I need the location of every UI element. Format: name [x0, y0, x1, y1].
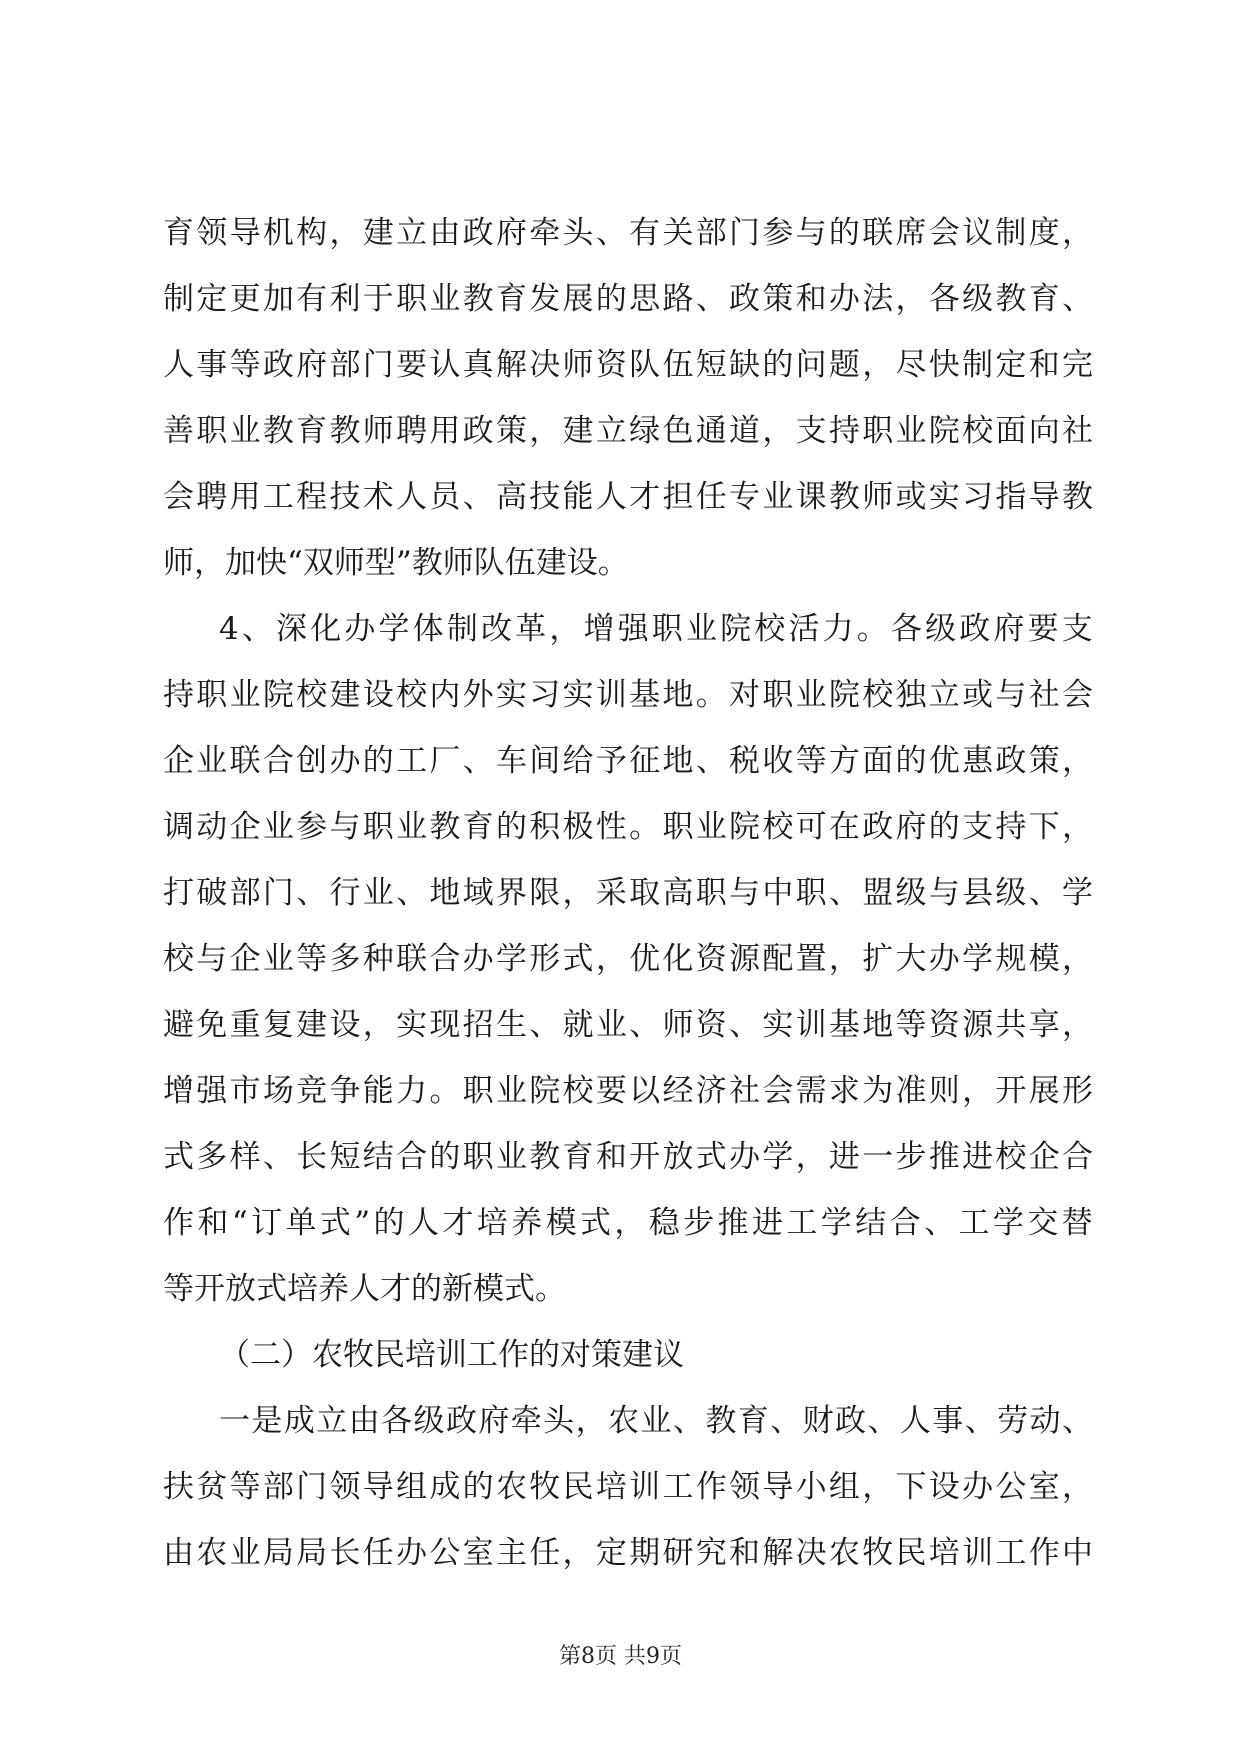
- text-line-9: 企业联合创办的工厂、车间给予征地、税收等方面的优惠政策，: [163, 743, 1096, 779]
- paragraph-4-heading-line: 4、深化办学体制改革，增强职业院校活力。各级政府要支: [219, 611, 1096, 647]
- text-line-12: 校与企业等多种联合办学形式，优化资源配置，扩大办学规模，: [163, 941, 1096, 977]
- text-line-20: 扶贫等部门领导组成的农牧民培训工作领导小组，下设办公室，: [163, 1469, 1096, 1505]
- text-line-15: 式多样、长短结合的职业教育和开放式办学，进一步推进校企合: [163, 1139, 1096, 1175]
- text-line-14: 增强市场竞争能力。职业院校要以经济社会需求为准则，开展形: [163, 1073, 1096, 1109]
- text-line-16: 作和“订单式”的人才培养模式，稳步推进工学结合、工学交替: [163, 1205, 1097, 1241]
- text-line-11: 打破部门、行业、地域界限，采取高职与中职、盟级与县级、学: [163, 875, 1096, 911]
- text-line-17: 等开放式培养人才的新模式。: [163, 1271, 566, 1307]
- text-line-6: 师，加快“双师型”教师队伍建设。: [163, 545, 629, 581]
- text-line-1: 育领导机构，建立由政府牵头、有关部门参与的联席会议制度，: [163, 215, 1096, 251]
- text-line-8: 持职业院校建设校内外实习实训基地。对职业院校独立或与社会: [163, 677, 1096, 713]
- text-line-4: 善职业教育教师聘用政策，建立绿色通道，支持职业院校面向社: [163, 413, 1096, 449]
- text-line-19: 一是成立由各级政府牵头，农业、教育、财政、人事、劳动、: [219, 1403, 1095, 1439]
- text-line-2: 制定更加有利于职业教育发展的思路、政策和办法，各级教育、: [163, 281, 1096, 317]
- text-line-13: 避免重复建设，实现招生、就业、师资、实训基地等资源共享，: [163, 1007, 1096, 1043]
- page-footer: 第8页 共9页: [559, 1644, 682, 1669]
- text-line-10: 调动企业参与职业教育的积极性。职业院校可在政府的支持下，: [163, 809, 1096, 845]
- text-line-21: 由农业局局长任办公室主任，定期研究和解决农牧民培训工作中: [163, 1535, 1096, 1571]
- text-line-3: 人事等政府部门要认真解决师资队伍短缺的问题，尽快制定和完: [163, 347, 1096, 383]
- section-heading: （二）农牧民培训工作的对策建议: [219, 1337, 684, 1373]
- text-line-5: 会聘用工程技术人员、高技能人才担任专业课教师或实习指导教: [163, 479, 1096, 515]
